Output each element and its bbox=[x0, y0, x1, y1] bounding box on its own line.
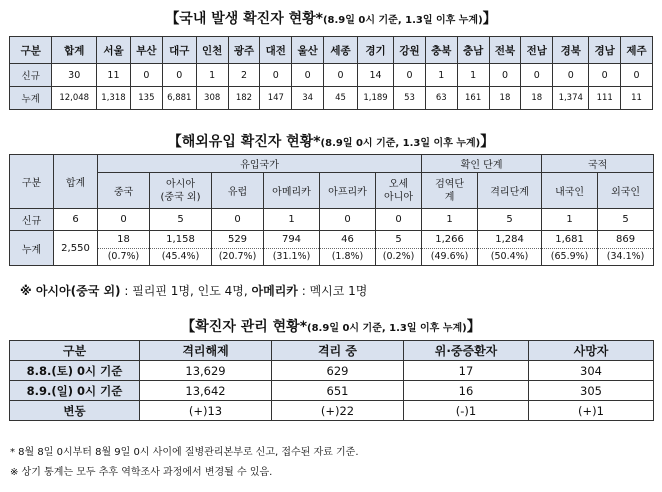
management-table bbox=[9, 340, 654, 421]
domestic-table bbox=[9, 36, 653, 110]
row-label: 8.9.(일) 0시 기준 bbox=[10, 381, 140, 401]
domestic-header-cell: 서울 bbox=[97, 37, 131, 64]
table-cell: 651 bbox=[272, 381, 404, 401]
domestic-header-cell: 전남 bbox=[521, 37, 553, 64]
table-cell: 0 bbox=[320, 209, 376, 231]
table-cell: 53 bbox=[394, 87, 426, 110]
domestic-header-cell: 광주 bbox=[228, 37, 260, 64]
domestic-header-cell: 경북 bbox=[553, 37, 589, 64]
imported-new-row bbox=[10, 209, 654, 231]
row-label: 신규 bbox=[10, 209, 54, 231]
imported-group-row bbox=[10, 155, 654, 173]
table-cell: (+)22 bbox=[272, 401, 404, 421]
col-quarantine: 검역단 계 bbox=[422, 173, 478, 209]
asia-note: ※ 아시아(중국 외) : 필리핀 1명, 인도 4명, 아메리카 : 멕시코 1명 bbox=[20, 284, 368, 298]
domestic-header-cell: 인천 bbox=[196, 37, 228, 64]
domestic-header-cell: 부산 bbox=[130, 37, 162, 64]
col-americas: 아메리카 bbox=[264, 173, 320, 209]
management-header-cell: 격리해제 bbox=[140, 341, 272, 361]
table-cell: 0 bbox=[489, 64, 521, 87]
table-cell: 629 bbox=[272, 361, 404, 381]
table-cell: 308 bbox=[196, 87, 228, 110]
col-asia: 아시아 (중국 외) bbox=[150, 173, 212, 209]
table-cell: 0 bbox=[394, 64, 426, 87]
domestic-header-cell: 충남 bbox=[457, 37, 489, 64]
imported-col-row bbox=[10, 173, 654, 209]
row-label: 변동 bbox=[10, 401, 140, 421]
domestic-header-row bbox=[10, 37, 653, 64]
table-cell: 5 bbox=[598, 209, 654, 231]
domestic-header-cell: 울산 bbox=[292, 37, 324, 64]
imported-title: 【해외유입 확진자 현황*(8.9일 0시 기준, 1.3일 이후 누계)】 bbox=[167, 134, 495, 150]
table-cell: 0 bbox=[324, 64, 358, 87]
domestic-header-cell: 강원 bbox=[394, 37, 426, 64]
table-cell: 1 bbox=[422, 209, 478, 231]
table-cell: 30 bbox=[52, 64, 97, 87]
table-cell: 46 (1.8%) bbox=[320, 231, 376, 266]
table-cell: 305 bbox=[529, 381, 654, 401]
domestic-title: 【국내 발생 확진자 현황*(8.9일 0시 기준, 1.3일 이후 누계)】 bbox=[165, 11, 497, 27]
table-cell: 13,629 bbox=[140, 361, 272, 381]
domestic-header-cell: 경기 bbox=[358, 37, 394, 64]
table-cell: 5 (0.2%) bbox=[376, 231, 422, 266]
table-cell: 161 bbox=[457, 87, 489, 110]
table-cell: 6,881 bbox=[162, 87, 196, 110]
domestic-new-row bbox=[10, 64, 653, 87]
table-cell: 0 bbox=[162, 64, 196, 87]
table-cell: 45 bbox=[324, 87, 358, 110]
table-cell: 6 bbox=[54, 209, 98, 231]
table-cell: 2 bbox=[228, 64, 260, 87]
table-cell: 11 bbox=[621, 87, 653, 110]
management-title: 【확진자 관리 현황*(8.9일 0시 기준, 1.3일 이후 누계)】 bbox=[181, 319, 481, 335]
table-cell: 0 bbox=[521, 64, 553, 87]
table-cell: 1,681 (65.9%) bbox=[542, 231, 598, 266]
table-cell: 1 bbox=[542, 209, 598, 231]
table-cell: 1 bbox=[196, 64, 228, 87]
domestic-header-cell: 충북 bbox=[425, 37, 457, 64]
domestic-header-cell: 구분 bbox=[10, 37, 52, 64]
table-cell: 0 bbox=[621, 64, 653, 87]
table-cell: 12,048 bbox=[52, 87, 97, 110]
management-header-cell: 위·중증환자 bbox=[404, 341, 529, 361]
imported-group-nationality: 국적 bbox=[542, 155, 654, 173]
col-isolation: 격리단계 bbox=[478, 173, 542, 209]
domestic-header-cell: 전북 bbox=[489, 37, 521, 64]
imported-cumulative-row bbox=[10, 231, 654, 266]
table-cell: 18 bbox=[489, 87, 521, 110]
table-cell: 2,550 bbox=[54, 231, 98, 266]
table-cell: (-)1 bbox=[404, 401, 529, 421]
table-cell: 0 bbox=[130, 64, 162, 87]
table-cell: 0 bbox=[98, 209, 150, 231]
domestic-header-cell: 대전 bbox=[260, 37, 292, 64]
table-cell: 1 bbox=[457, 64, 489, 87]
col-europe: 유럽 bbox=[212, 173, 264, 209]
footnote-disclaimer: ※ 상기 통계는 모두 추후 역학조사 과정에서 변경될 수 있음. bbox=[10, 467, 273, 478]
table-cell: 1 bbox=[425, 64, 457, 87]
col-korean: 내국인 bbox=[542, 173, 598, 209]
imported-table bbox=[9, 154, 654, 266]
management-header-cell: 사망자 bbox=[529, 341, 654, 361]
table-cell: (+)13 bbox=[140, 401, 272, 421]
table-cell: 1,266 (49.6%) bbox=[422, 231, 478, 266]
imported-group-stage: 확인 단계 bbox=[422, 155, 542, 173]
table-cell: 0 bbox=[553, 64, 589, 87]
domestic-header-cell: 합계 bbox=[52, 37, 97, 64]
table-cell: 794 (31.1%) bbox=[264, 231, 320, 266]
management-header-cell: 구분 bbox=[10, 341, 140, 361]
management-change-row bbox=[10, 401, 654, 421]
table-cell: 14 bbox=[358, 64, 394, 87]
management-row bbox=[10, 381, 654, 401]
domestic-cumulative-row bbox=[10, 87, 653, 110]
table-cell: 0 bbox=[589, 64, 621, 87]
col-oceania: 오세 아니아 bbox=[376, 173, 422, 209]
table-cell: 0 bbox=[260, 64, 292, 87]
table-cell: 5 bbox=[478, 209, 542, 231]
imported-header-gubun: 구분 bbox=[10, 155, 54, 209]
table-cell: 17 bbox=[404, 361, 529, 381]
table-cell: 1,189 bbox=[358, 87, 394, 110]
table-cell: 111 bbox=[589, 87, 621, 110]
management-header-cell: 격리 중 bbox=[272, 341, 404, 361]
row-label: 8.8.(토) 0시 기준 bbox=[10, 361, 140, 381]
table-cell: 182 bbox=[228, 87, 260, 110]
table-cell: 869 (34.1%) bbox=[598, 231, 654, 266]
table-cell: 135 bbox=[130, 87, 162, 110]
table-cell: 18 (0.7%) bbox=[98, 231, 150, 266]
row-label: 누계 bbox=[10, 231, 54, 266]
row-label: 누계 bbox=[10, 87, 52, 110]
table-cell: 11 bbox=[97, 64, 131, 87]
table-cell: 1,284 (50.4%) bbox=[478, 231, 542, 266]
table-cell: 147 bbox=[260, 87, 292, 110]
imported-group-country: 유입국가 bbox=[98, 155, 422, 173]
domestic-header-cell: 경남 bbox=[589, 37, 621, 64]
table-cell: 0 bbox=[292, 64, 324, 87]
table-cell: 529 (20.7%) bbox=[212, 231, 264, 266]
col-africa: 아프리카 bbox=[320, 173, 376, 209]
col-china: 중국 bbox=[98, 173, 150, 209]
table-cell: 1,318 bbox=[97, 87, 131, 110]
row-label: 신규 bbox=[10, 64, 52, 87]
footnote-source: * 8월 8일 0시부터 8월 9일 0시 사이에 질병관리본부로 신고, 접수된 자료 기준. bbox=[10, 447, 359, 458]
imported-header-total: 합계 bbox=[54, 155, 98, 209]
table-cell: 0 bbox=[212, 209, 264, 231]
management-header-row bbox=[10, 341, 654, 361]
table-cell: 13,642 bbox=[140, 381, 272, 401]
table-cell: 1,374 bbox=[553, 87, 589, 110]
management-row bbox=[10, 361, 654, 381]
table-cell: 63 bbox=[425, 87, 457, 110]
table-cell: 16 bbox=[404, 381, 529, 401]
table-cell: 1 bbox=[264, 209, 320, 231]
table-cell: 5 bbox=[150, 209, 212, 231]
domestic-header-cell: 세종 bbox=[324, 37, 358, 64]
col-foreign: 외국인 bbox=[598, 173, 654, 209]
table-cell: 1,158 (45.4%) bbox=[150, 231, 212, 266]
table-cell: 0 bbox=[376, 209, 422, 231]
table-cell: 18 bbox=[521, 87, 553, 110]
domestic-header-cell: 대구 bbox=[162, 37, 196, 64]
table-cell: 34 bbox=[292, 87, 324, 110]
domestic-header-cell: 제주 bbox=[621, 37, 653, 64]
table-cell: 304 bbox=[529, 361, 654, 381]
table-cell: (+)1 bbox=[529, 401, 654, 421]
